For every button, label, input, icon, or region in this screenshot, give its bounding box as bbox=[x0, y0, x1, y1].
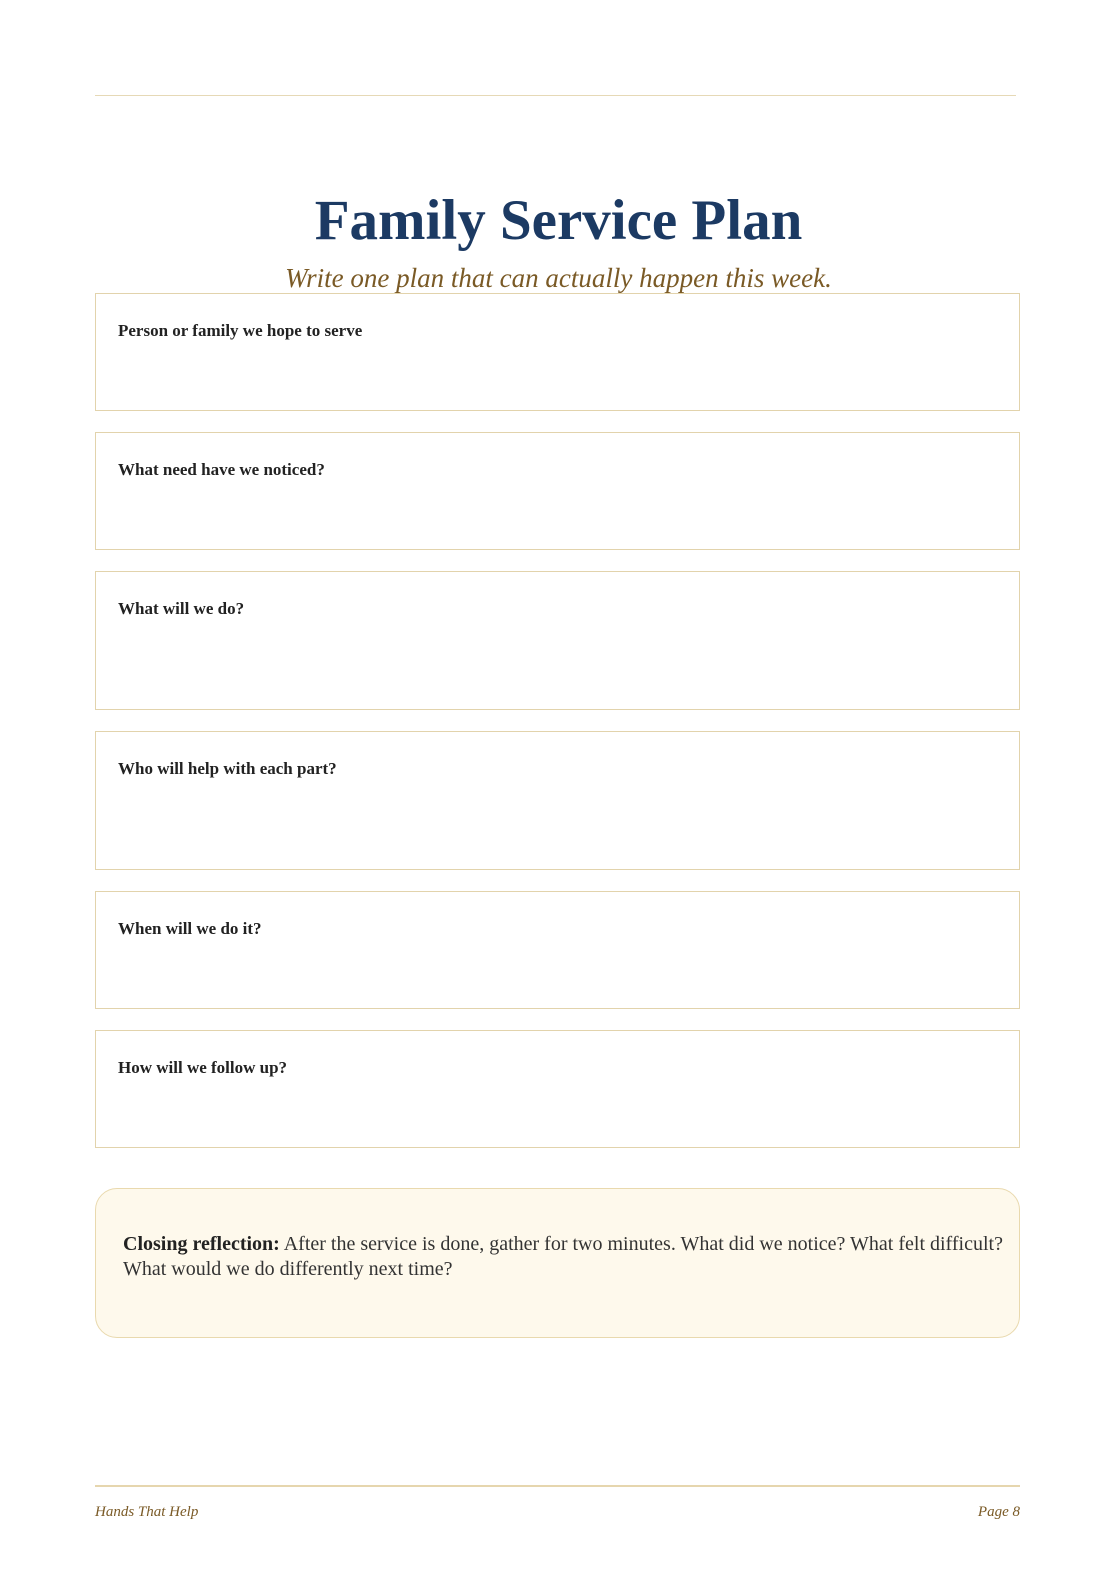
page-subtitle: Write one plan that can actually happen this week. bbox=[285, 263, 832, 293]
field-box-when[interactable] bbox=[95, 891, 1020, 1009]
field-box-action[interactable] bbox=[95, 571, 1020, 710]
footer-page-number: Page 8 bbox=[977, 1504, 1020, 1520]
field-label-helpers: Who will help with each part? bbox=[118, 759, 337, 778]
page-title: Family Service Plan bbox=[314, 189, 803, 252]
field-label-action: What will we do? bbox=[118, 599, 245, 618]
field-box-follow-up[interactable] bbox=[95, 1030, 1020, 1148]
field-box-helpers[interactable] bbox=[95, 731, 1020, 870]
field-box-person[interactable] bbox=[95, 293, 1020, 411]
closing-reflection-callout bbox=[95, 1188, 1020, 1338]
field-label-need: What need have we noticed? bbox=[118, 460, 325, 479]
footer-divider bbox=[95, 1485, 1020, 1487]
field-box-need[interactable] bbox=[95, 432, 1020, 550]
field-label-when: When will we do it? bbox=[118, 919, 262, 938]
closing-reflection-body: After the service is done, gather for two minutes. What did we notice? What felt difficult? What would we do differently next time? bbox=[123, 1233, 1003, 1280]
closing-reflection-text bbox=[123, 1232, 1003, 1282]
footer-publication-name: Hands That Help bbox=[95, 1504, 199, 1520]
field-label-follow-up: How will we follow up? bbox=[118, 1058, 288, 1077]
top-divider bbox=[95, 95, 1016, 96]
closing-reflection-lead: Closing reflection: bbox=[123, 1233, 280, 1255]
field-label-person: Person or family we hope to serve bbox=[118, 321, 363, 340]
